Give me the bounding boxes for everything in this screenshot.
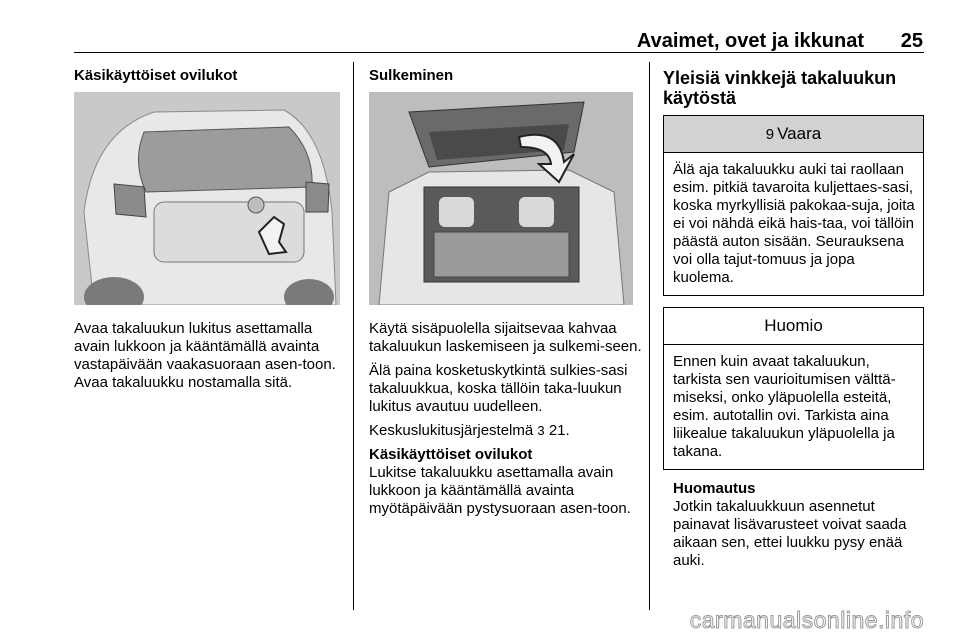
tailgate-closing-photo bbox=[369, 92, 633, 305]
col3-heading: Yleisiä vinkkejä takaluukun käytöstä bbox=[663, 68, 897, 108]
page-header-title: Avaimet, ovet ja ikkunat bbox=[636, 30, 864, 52]
tailgate-lock-photo bbox=[74, 92, 340, 305]
warning-box-body: Älä aja takaluukku auki tai raollaan esim. pitkiä tavaroita kuljettaes-sasi, koska myrkyllisiä pakokaa-suja, joita ei voi nähdä eikä hais-taa, voi tällöin päästä auton sisään. Seurauksena voi olla tajut-tomuus ja jopa kuolema. bbox=[673, 161, 915, 286]
page-number: 25 bbox=[900, 30, 923, 52]
col2-text bbox=[369, 320, 644, 524]
col2-subheading: Käsikäyttöiset ovilukot bbox=[369, 446, 533, 463]
warning-title: Vaara bbox=[777, 124, 822, 143]
note-heading: Huomautus bbox=[673, 480, 756, 497]
watermark: carmanualsonline.info bbox=[689, 607, 924, 633]
column-divider-1 bbox=[353, 62, 354, 610]
notice-box-body: Ennen kuin avaat takaluukun, tarkista sen vaurioitumisen välttä-miseksi, onko yläpuolella esteitä, esim. autotallin ovi. Tarkista aina liikealue takaluukun yläpuolella ja takana. bbox=[673, 353, 896, 460]
open-tailgate-illustration bbox=[369, 92, 633, 305]
column-divider-2 bbox=[649, 62, 650, 610]
note-body: Jotkin takaluukkuun asennetut painavat lisävarusteet voivat saada aikaan sen, ettei luukku pysy enää auki. bbox=[673, 498, 907, 569]
col2-heading: Sulkeminen bbox=[369, 67, 454, 84]
col1-heading: Käsikäyttöiset ovilukot bbox=[74, 67, 238, 84]
col2-para1: Käytä sisäpuolella sijaitsevaa kahvaa takaluukun laskemiseen ja sulkemi-seen. bbox=[369, 320, 642, 355]
central-locking-label: Keskuslukitusjärjestelmä bbox=[369, 422, 534, 439]
page-reference-link[interactable]: 21. bbox=[548, 422, 570, 439]
header-rule bbox=[74, 52, 924, 53]
col2-para2: Älä paina kosketuskytkintä sulkies-sasi takaluukkua, koska tällöin taka-luukun lukitus avautuu uudelleen. bbox=[369, 362, 628, 415]
page-reference-icon: 3 bbox=[537, 423, 545, 438]
col1-paragraph: Avaa takaluukun lukitus asettamalla avain lukkoon ja kääntämällä avainta vastapäivään vaakasuoraan asen-toon. Avaa takaluukku nostamalla sitä. bbox=[74, 320, 336, 391]
notice-box bbox=[663, 307, 924, 470]
warning-box bbox=[663, 115, 924, 296]
col2-para3 bbox=[369, 422, 644, 440]
warning-triangle-icon: 9 bbox=[765, 126, 775, 143]
warning-box-header bbox=[664, 116, 923, 153]
notice-box-header: Huomio bbox=[664, 308, 923, 345]
car-rear-lock-illustration bbox=[74, 92, 340, 305]
col2-para4: Lukitse takaluukku asettamalla avain lukkoon ja kääntämällä avainta myötäpäivään pystysuoraan asen-toon. bbox=[369, 464, 631, 517]
note-section bbox=[673, 480, 925, 570]
